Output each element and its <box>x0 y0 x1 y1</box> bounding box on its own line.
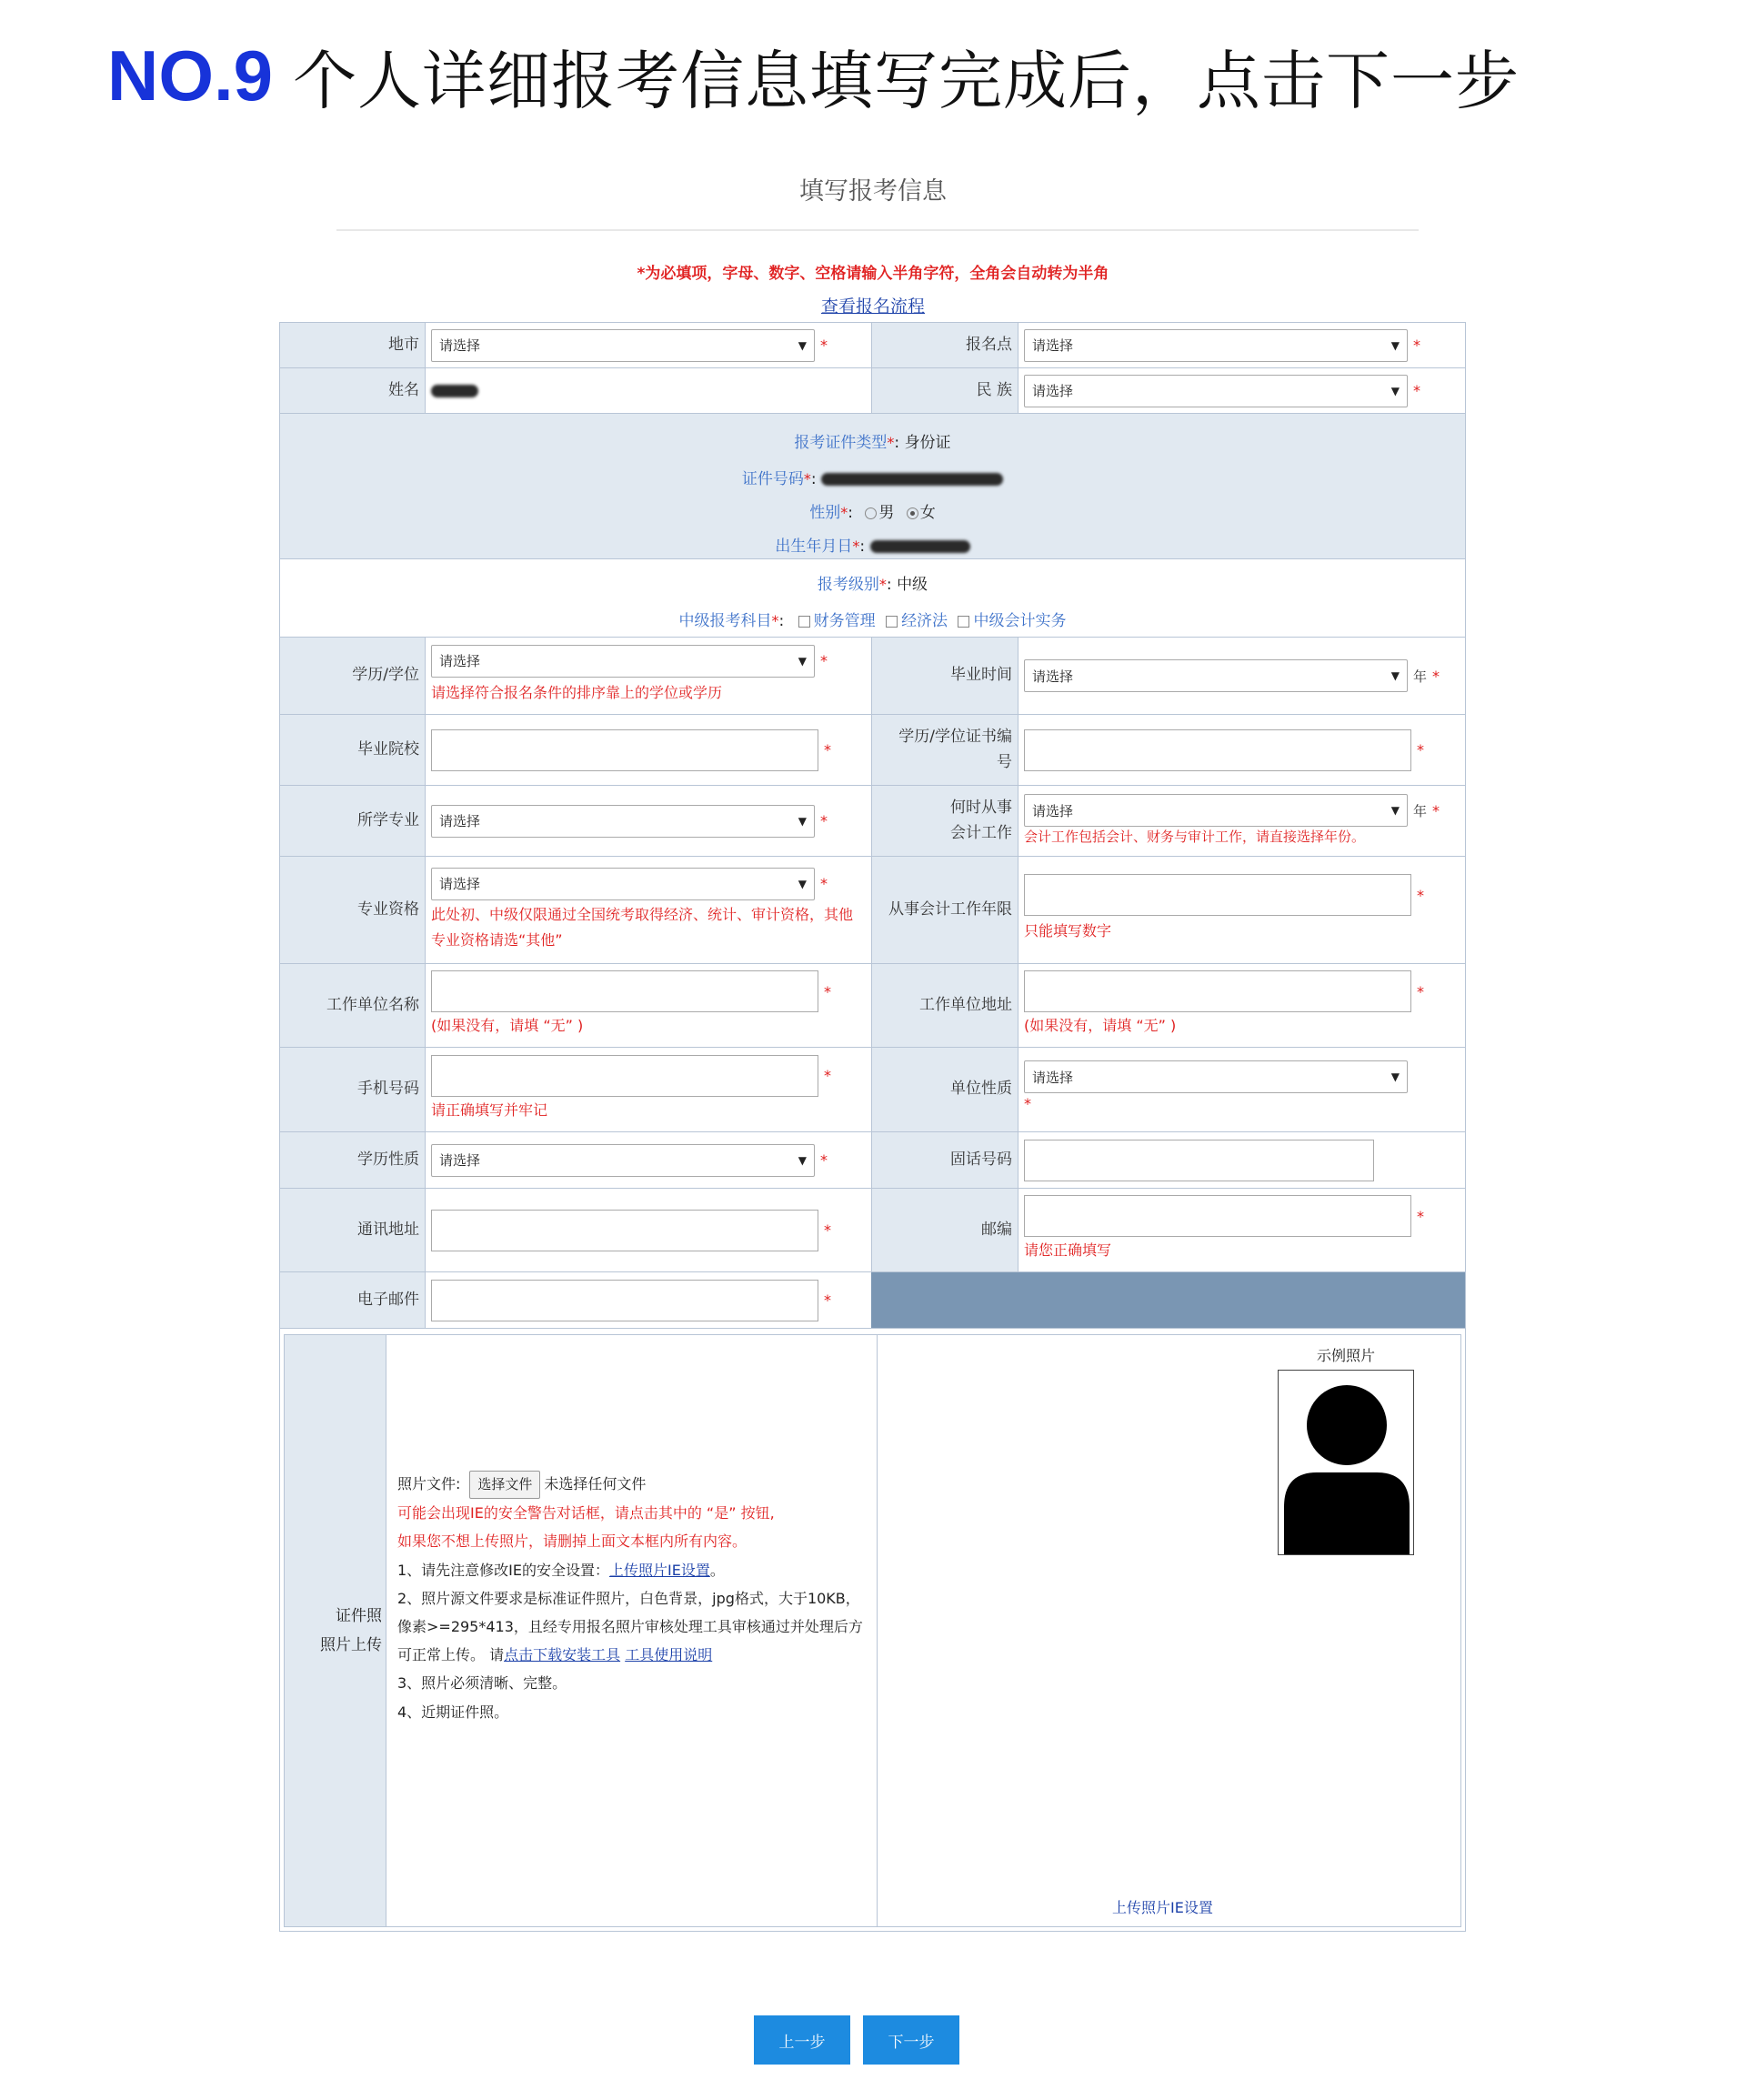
postcode-tip: 请您正确填写 <box>1024 1241 1112 1260</box>
form-row <box>280 1189 1465 1272</box>
grad-time-select[interactable] <box>1024 659 1408 692</box>
photo-label-line1: 证件照 <box>336 1606 382 1625</box>
step-instruction: 个人详细报考信息填写完成后，点击下一步 <box>293 43 1520 118</box>
chevron-down-icon: ▼ <box>798 654 807 668</box>
chevron-down-icon: ▼ <box>798 814 807 828</box>
postcode-cell <box>1018 1189 1465 1271</box>
unit-type-label: 单位性质 <box>871 1048 1018 1131</box>
mobile-cell <box>426 1048 871 1131</box>
chevron-down-icon: ▼ <box>1390 1070 1400 1083</box>
school-input[interactable] <box>431 729 818 771</box>
required-mark: * <box>820 652 828 670</box>
email-line <box>431 1280 866 1321</box>
level-block <box>280 559 1465 638</box>
subject-finance-label: 财务管理 <box>813 612 876 630</box>
acc-work-label <box>871 786 1018 856</box>
chevron-down-icon: ▼ <box>1390 669 1400 682</box>
edu-type-line <box>431 1144 866 1177</box>
id-no-value-redacted <box>821 473 1003 486</box>
major-line <box>431 805 866 838</box>
qual-select[interactable] <box>431 868 815 900</box>
step-1-text: 1、请先注意修改IE的安全设置： <box>397 1561 610 1579</box>
acc-years-input[interactable] <box>1024 874 1411 916</box>
city-line <box>431 329 866 362</box>
cert-no-cell <box>1018 715 1465 785</box>
mobile-label: 手机号码 <box>280 1048 426 1131</box>
degree-select-value: 请选择 <box>439 653 481 670</box>
email-input[interactable] <box>431 1280 818 1321</box>
step-3: 3、照片必须清晰、完整。 <box>397 1674 567 1693</box>
site-select-value: 请选择 <box>1032 337 1074 354</box>
required-mark: * <box>1413 337 1420 354</box>
required-mark: * <box>1413 382 1420 399</box>
registration-form <box>279 322 1466 1932</box>
city-select-value: 请选择 <box>439 337 481 354</box>
level-value: 中级 <box>897 576 928 594</box>
degree-line <box>431 645 866 678</box>
file-status: 未选择任何文件 <box>544 1475 647 1492</box>
acc-work-select[interactable] <box>1024 794 1408 827</box>
form-row <box>280 964 1465 1048</box>
qual-tip: 此处初、中级仅限通过全国统考取得经济、统计、审计资格，其他专业资格请选“其他” <box>431 905 854 949</box>
subject-accounting-checkbox[interactable] <box>958 616 969 628</box>
ie-settings-link-bottom[interactable]: 上传照片IE设置 <box>1112 1899 1213 1916</box>
acc-years-tip: 只能填写数字 <box>1024 922 1112 940</box>
chevron-down-icon: ▼ <box>1390 338 1400 352</box>
required-mark: * <box>1417 741 1424 759</box>
level-line: 报考级别*: 中级 <box>817 576 928 594</box>
address-input[interactable] <box>431 1210 818 1251</box>
unit-type-select[interactable] <box>1024 1060 1408 1093</box>
nation-select[interactable] <box>1024 375 1408 407</box>
form-row <box>280 638 1465 715</box>
subject-law-checkbox[interactable] <box>886 616 898 628</box>
company-label: 工作单位名称 <box>280 964 426 1047</box>
school-label: 毕业院校 <box>280 715 426 785</box>
birth-label: 出生年月日 <box>775 538 853 556</box>
id-no-label: 证件号码 <box>741 470 804 488</box>
qual-cell <box>426 857 871 963</box>
gender-female-label: 女 <box>919 504 936 522</box>
required-notice: *为必填项，字母、数字、空格请输入半角字符，全角会自动转为半角 <box>637 265 1109 283</box>
name-line <box>431 385 866 397</box>
address-line <box>431 1210 866 1251</box>
warning-line-1: 可能会出现IE的安全警告对话框，请点击其中的 “是” 按钮, <box>397 1504 775 1522</box>
form-row <box>280 715 1465 786</box>
required-mark: * <box>824 1291 831 1309</box>
cert-no-line <box>1024 729 1460 771</box>
nav-buttons <box>0 2015 1746 2065</box>
acc-work-select-value: 请选择 <box>1032 802 1074 819</box>
cert-no-label-line1: 学历/学位证书编 <box>898 728 1012 747</box>
school-cell <box>426 715 871 785</box>
page-title: 填写报考信息 <box>799 177 947 206</box>
company-addr-tip: (如果没有，请填 “无” ) <box>1024 1017 1177 1035</box>
section-bar <box>871 1272 1465 1328</box>
acc-work-label-line2: 会计工作 <box>950 823 1012 842</box>
photo-row <box>280 1334 1465 1927</box>
nation-line <box>1024 375 1460 407</box>
chevron-down-icon: ▼ <box>1390 384 1400 397</box>
required-mark: * <box>803 470 811 487</box>
required-mark: * <box>824 741 831 759</box>
required-mark: * <box>820 337 828 354</box>
subjects-line: 中级报考科目*: 财务管理 经济法 中级会计实务 <box>678 612 1067 630</box>
subject-law-label: 经济法 <box>901 612 948 630</box>
id-no-line: 证件号码*: <box>280 461 1465 497</box>
form-row <box>280 786 1465 857</box>
acc-work-tip: 会计工作包括会计、财务与审计工作，请直接选择年份。 <box>1024 829 1366 846</box>
degree-label: 学历/学位 <box>280 638 426 714</box>
required-mark: * <box>852 538 860 555</box>
edu-type-label: 学历性质 <box>280 1132 426 1188</box>
choose-file-button[interactable]: 选择文件 <box>469 1471 540 1499</box>
qual-line <box>431 868 866 900</box>
grad-time-line <box>1024 659 1460 692</box>
gender-male-label: 男 <box>878 504 895 522</box>
acc-work-line <box>1024 794 1460 827</box>
download-tool-link[interactable]: 点击下载安装工具 <box>504 1646 621 1664</box>
mobile-input[interactable] <box>431 1055 818 1097</box>
acc-work-label-line1: 何时从事 <box>950 799 1012 818</box>
unit-type-select-value: 请选择 <box>1032 1069 1074 1086</box>
qual-select-value: 请选择 <box>439 876 481 892</box>
grad-time-label: 毕业时间 <box>871 638 1018 714</box>
phone-label: 固话号码 <box>871 1132 1018 1188</box>
required-mark: * <box>824 1221 831 1239</box>
required-mark: * <box>771 612 779 629</box>
form-row <box>280 857 1465 964</box>
nation-select-value: 请选择 <box>1032 383 1074 399</box>
required-mark: * <box>1417 886 1424 904</box>
address-cell <box>426 1189 871 1271</box>
photo-upload-section <box>284 1334 1461 1927</box>
name-label: 姓名 <box>280 368 426 413</box>
site-select[interactable] <box>1024 329 1408 362</box>
required-mark: * <box>887 434 895 451</box>
phone-input[interactable] <box>1024 1140 1374 1181</box>
company-tip: (如果没有，请填 “无” ) <box>431 1017 584 1035</box>
cert-no-input[interactable] <box>1024 729 1411 771</box>
degree-tip: 请选择符合报名条件的排序靠上的学位或学历 <box>431 683 723 701</box>
id-type-label: 报考证件类型 <box>794 434 888 452</box>
step-2 <box>397 1584 868 1670</box>
postcode-input[interactable] <box>1024 1195 1411 1237</box>
form-row <box>280 323 1465 368</box>
step-4: 4、近期证件照。 <box>397 1703 509 1721</box>
gender-female-radio[interactable] <box>907 507 918 519</box>
postcode-line <box>1024 1195 1460 1237</box>
required-mark: * <box>1417 1207 1424 1225</box>
gender-label: 性别 <box>809 504 841 522</box>
acc-years-line <box>1024 874 1460 916</box>
address-label: 通讯地址 <box>280 1189 426 1271</box>
edu-type-select[interactable] <box>431 1144 815 1177</box>
view-flow-link[interactable]: 查看报名流程 <box>820 296 925 317</box>
next-step-button[interactable]: 下一步 <box>863 2015 959 2065</box>
city-label: 地市 <box>280 323 426 367</box>
birth-value-redacted <box>870 540 970 553</box>
required-mark: * <box>840 504 848 521</box>
required-mark: * <box>824 982 831 1000</box>
acc-years-cell <box>1018 857 1465 963</box>
chevron-down-icon: ▼ <box>1390 804 1400 818</box>
file-label: 照片文件: <box>397 1475 461 1492</box>
example-photo-caption: 示例照片 <box>1316 1347 1375 1364</box>
year-unit: 年 <box>1413 802 1428 819</box>
major-select-value: 请选择 <box>439 813 481 829</box>
required-mark: * <box>1024 1095 1031 1112</box>
subject-finance-checkbox[interactable] <box>798 616 810 628</box>
company-cell <box>426 964 871 1047</box>
mobile-tip: 请正确填写并牢记 <box>431 1100 548 1119</box>
required-mark: * <box>820 812 828 829</box>
acc-work-cell <box>1018 786 1465 856</box>
chevron-down-icon: ▼ <box>798 338 807 352</box>
tool-usage-link[interactable]: 工具使用说明 <box>625 1646 713 1664</box>
site-cell <box>1018 323 1465 367</box>
school-line <box>431 729 866 771</box>
phone-line <box>1024 1140 1460 1181</box>
company-input[interactable] <box>431 970 818 1012</box>
ie-settings-link[interactable]: 上传照片IE设置 <box>609 1561 710 1579</box>
birth-line: 出生年月日*: <box>280 528 1465 565</box>
mobile-line <box>431 1055 866 1097</box>
step-2-text: 2、照片源文件要求是标准证件照片，白色背景，jpg格式，大于10KB，像素>=295*413，且经专用报名照片审核处理工具审核通过并处理后方可正常上传。 请 <box>397 1589 863 1664</box>
photo-label-line2: 照片上传 <box>320 1636 382 1654</box>
degree-select[interactable] <box>431 645 815 678</box>
nation-label: 民 族 <box>871 368 1018 413</box>
form-row <box>280 368 1465 414</box>
subjects-label: 中级报考科目 <box>678 612 772 630</box>
city-select[interactable] <box>431 329 815 362</box>
edu-type-cell <box>426 1132 871 1188</box>
grad-time-select-value: 请选择 <box>1032 668 1074 685</box>
phone-cell <box>1018 1132 1465 1188</box>
nation-cell <box>1018 368 1465 413</box>
name-cell <box>426 368 871 413</box>
site-line <box>1024 329 1460 362</box>
major-label: 所学专业 <box>280 786 426 856</box>
form-row <box>280 1132 1465 1189</box>
warning-line-2: 如果您不想上传照片，请删掉上面文本框内所有内容。 <box>397 1532 748 1551</box>
instruction-banner <box>107 25 1520 126</box>
file-line <box>397 1470 868 1499</box>
cert-no-label <box>871 715 1018 785</box>
year-unit: 年 <box>1413 668 1428 685</box>
required-mark: * <box>1432 801 1440 819</box>
required-mark: * <box>820 1151 828 1169</box>
acc-years-label: 从事会计工作年限 <box>871 857 1018 963</box>
major-cell <box>426 786 871 856</box>
identity-block <box>280 414 1465 559</box>
required-mark: * <box>824 1067 831 1085</box>
form-row <box>280 1272 1465 1329</box>
unit-type-cell <box>1018 1048 1465 1131</box>
id-type-value: 身份证 <box>904 434 951 452</box>
prev-step-button[interactable]: 上一步 <box>754 2015 850 2065</box>
site-label: 报名点 <box>871 323 1018 367</box>
company-addr-input[interactable] <box>1024 970 1411 1012</box>
company-addr-label: 工作单位地址 <box>871 964 1018 1047</box>
form-row <box>280 1048 1465 1132</box>
title-divider <box>336 229 1419 231</box>
gender-male-radio[interactable] <box>865 507 877 519</box>
example-photo <box>1278 1370 1414 1555</box>
cert-no-label-line2: 号 <box>997 752 1012 771</box>
subject-accounting-label: 中级会计实务 <box>973 612 1067 630</box>
step-number: NO.9 <box>107 35 274 116</box>
company-addr-cell <box>1018 964 1465 1047</box>
major-select[interactable] <box>431 805 815 838</box>
qual-label: 专业资格 <box>280 857 426 963</box>
chevron-down-icon: ▼ <box>798 1153 807 1167</box>
required-mark: * <box>820 875 828 892</box>
postcode-label: 邮编 <box>871 1189 1018 1271</box>
person-silhouette-icon <box>1279 1371 1414 1555</box>
step-1 <box>397 1556 868 1584</box>
name-value-redacted <box>431 385 478 397</box>
email-label: 电子邮件 <box>280 1272 426 1328</box>
required-mark: * <box>1417 982 1424 1000</box>
gender-line: 性别*: 男 女 <box>809 504 936 522</box>
step-1-end: 。 <box>709 1561 725 1579</box>
edu-type-select-value: 请选择 <box>439 1152 481 1169</box>
company-addr-line <box>1024 970 1460 1012</box>
grad-time-cell <box>1018 638 1465 714</box>
photo-label <box>285 1335 386 1926</box>
degree-cell <box>426 638 871 714</box>
photo-instructions <box>386 1335 878 1926</box>
level-label: 报考级别 <box>817 576 879 594</box>
chevron-down-icon: ▼ <box>798 877 807 890</box>
email-cell <box>426 1272 871 1328</box>
company-line <box>431 970 866 1012</box>
photo-label-text <box>320 1602 382 1661</box>
id-type-line: 报考证件类型*: 身份证 <box>794 434 951 452</box>
required-mark: * <box>1432 667 1440 685</box>
city-cell <box>426 323 871 367</box>
example-photo-panel <box>878 1335 1460 1926</box>
required-mark: * <box>878 576 887 593</box>
